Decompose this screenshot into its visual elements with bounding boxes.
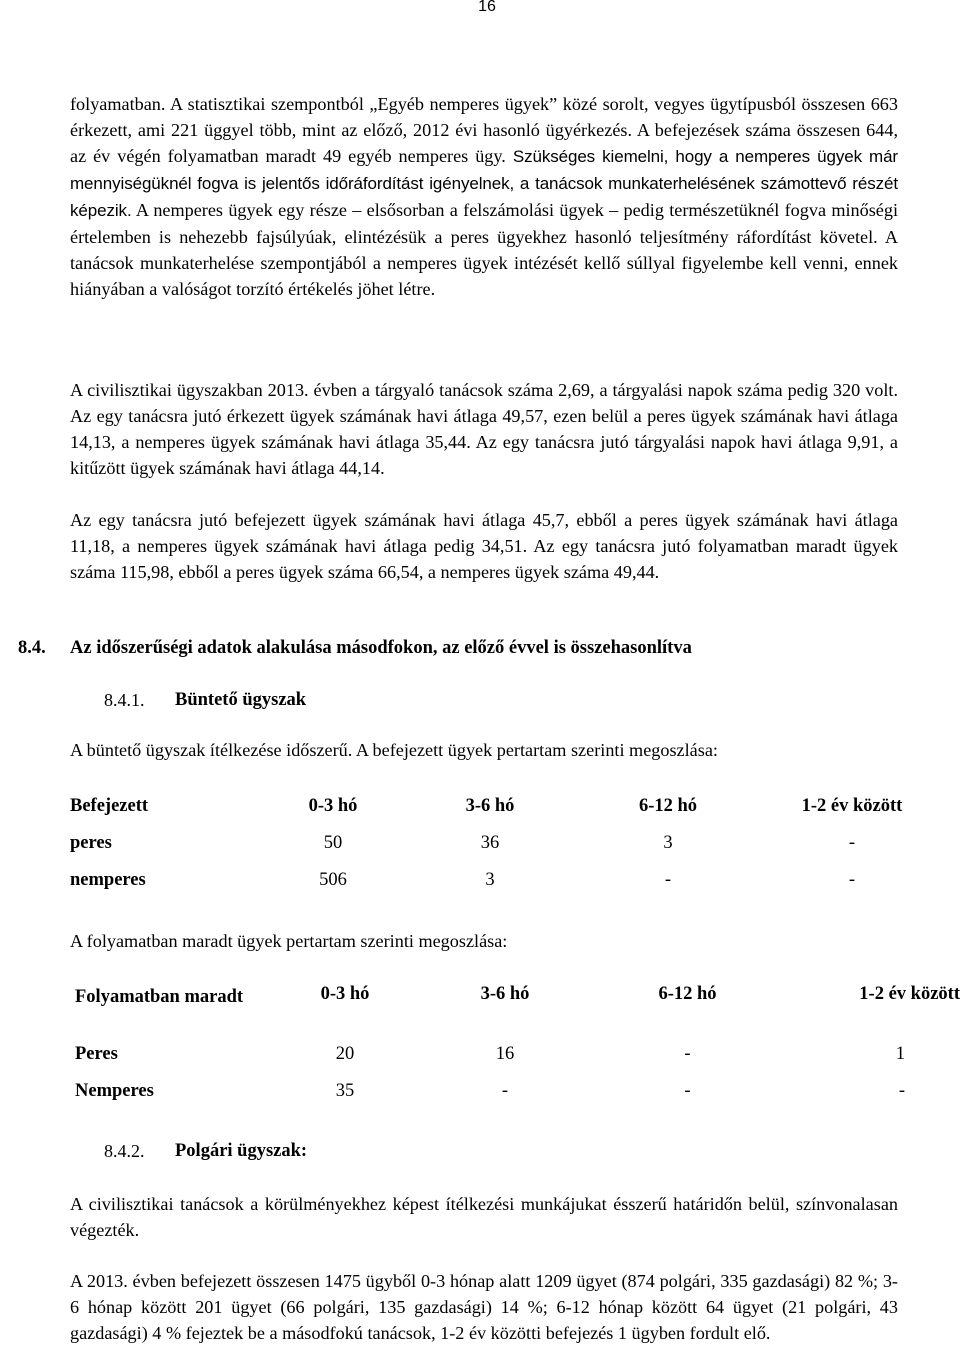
- subsection-number-polgari: 8.4.2.: [104, 1141, 145, 1161]
- table-row-label: Nemperes: [75, 1081, 154, 1101]
- buntet-intro: A büntető ügyszak ítélkezése időszerű. A befejezett ügyek pertartam szerinti megoszlása:: [70, 740, 718, 760]
- polgari-paragraph-2: A 2013. évben befejezett összesen 1475 ügyből 0-3 hónap alatt 1209 ügyet (874 polgári, 335 gazdasági) 82 %; 3-6 hónap között 201 ügyet (66 polgári, 135 gazdasági) 14 %; 6-12 hónap között 64 ügyet (21 polgári, 43 gazdasági) 4 % fejeztek be a másodfokú tanácsok, 1-2 év közötti befejezés 1 ügyben fordult elő.: [70, 1271, 898, 1343]
- paragraph-nemperes-part2: Szükséges kiemelni, hogy a nemperes ügyek már mennyiségüknél fogva is jelentős időráfordítást igényelnek, a tanácsok munkaterhelésének számottevő részét képezik.: [70, 147, 898, 220]
- table-header-row: [70, 796, 952, 833]
- table-cell: 3: [485, 870, 495, 890]
- paragraph-civilisztikai: A civilisztikai ügyszakban 2013. évben a tárgyaló tanácsok száma 2,69, a tárgyalási napok száma pedig 320 volt. Az egy tanácsra jutó érkezett ügyek számának havi átlaga 49,57, ezen belül a peres ügyek számának havi átlaga 14,13, a nemperes ügyek számának havi átlaga 35,44. Az egy tanácsra jutó tárgyalási napok havi átlaga 9,91, a kitűzött ügyek számának havi átlaga 44,14.: [70, 380, 898, 478]
- page-number: 16: [478, 0, 496, 15]
- table-cell: -: [501, 1081, 509, 1101]
- table-header-cell: Befejezett: [70, 796, 149, 816]
- table-cell: 3: [663, 833, 673, 853]
- table-header-cell: 1-2 év között: [801, 796, 903, 816]
- paragraph-nemperes-part3: A nemperes ügyek egy része – elsősorban a felszámolási ügyek – pedig természetüknél fogva minőségi értelemben is nehezebb fajsúlyúak, elintézésük a peres ügyekhez hasonló teljesítmény ráfordítást követel. A tanácsok munkaterhelése szempontjából a nemperes ügyek intézését kellő súllyal figyelembe kell venni, ennek hiányában a valóságot torzító értékelés jöhet létre.: [70, 200, 899, 299]
- table-header-cell: 1-2 év között: [859, 984, 960, 1004]
- table-row-label: nemperes: [70, 870, 146, 890]
- table-folyamatban: [75, 984, 960, 1118]
- table-header-cell: 3-6 hó: [465, 796, 515, 816]
- table-header-cell: 0-3 hó: [308, 796, 358, 816]
- table-header-cell: 3-6 hó: [480, 984, 530, 1004]
- table-cell: 36: [480, 833, 500, 853]
- table-cell: 35: [335, 1081, 355, 1101]
- table-befejezett: [70, 796, 952, 907]
- table-header-cell: 6-12 hó: [638, 796, 698, 816]
- paragraph-befejezett: Az egy tanácsra jutó befejezett ügyek számának havi átlaga 45,7, ebből a peres ügyek számának havi átlaga 11,18, a nemperes ügyek számának havi átlaga pedig 34,51. Az egy tanácsra jutó folyamatban maradt ügyek száma 115,98, ebből a peres ügyek száma 66,54, a nemperes ügyek száma 49,44.: [70, 510, 898, 582]
- section-number: 8.4.: [18, 638, 46, 658]
- table-cell: -: [848, 870, 856, 890]
- table-header-row: [75, 984, 960, 1044]
- table-row-label: peres: [70, 833, 112, 853]
- table-row: [70, 833, 952, 870]
- paragraph-nemperes: [70, 91, 898, 302]
- table-row: [75, 1044, 960, 1081]
- table-cell: -: [684, 1044, 691, 1064]
- table-cell: -: [898, 1081, 905, 1101]
- table-cell: -: [664, 870, 672, 890]
- subsection-title-buntet: Büntető ügyszak: [175, 690, 307, 710]
- table-row: [70, 870, 952, 907]
- table-cell: -: [848, 833, 856, 853]
- polgari-paragraph-1: A civilisztikai tanácsok a körülményekhez képest ítélkezési munkájukat ésszerű határidőn belül, színvonalasan végezték.: [70, 1194, 898, 1240]
- table-row: [75, 1081, 960, 1118]
- paragraph-nemperes-part1: folyamatban. A statisztikai szempontból „Egyéb nemperes ügyek” közé sorolt, vegyes ügytípusból összesen 663 érkezett, ami 221 üggyel több, mint az előző, 2012 évi hasonló ügyérkezés. A befejezések száma összesen 644, az év végén folyamatban maradt 49 egyéb nemperes ügy.: [70, 94, 898, 166]
- table-row-label: Peres: [75, 1044, 118, 1064]
- table-header-cell: 0-3 hó: [320, 984, 370, 1004]
- table-cell: 20: [335, 1044, 355, 1064]
- folyamatban-intro: A folyamatban maradt ügyek pertartam szerinti megoszlása:: [70, 931, 508, 951]
- section-title: Az időszerűségi adatok alakulása másodfokon, az előző évvel is összehasonlítva: [70, 638, 692, 658]
- table-cell: -: [684, 1081, 691, 1101]
- table-cell: 1: [895, 1044, 905, 1064]
- table-cell: 16: [495, 1044, 515, 1064]
- table-cell: 506: [319, 870, 347, 890]
- table-cell: 50: [323, 833, 343, 853]
- table-header-cell: 6-12 hó: [658, 984, 717, 1004]
- table-header-cell: Folyamatban maradt: [75, 987, 244, 1007]
- subsection-title-polgari: Polgári ügyszak:: [175, 1141, 308, 1161]
- subsection-number-buntet: 8.4.1.: [104, 690, 145, 710]
